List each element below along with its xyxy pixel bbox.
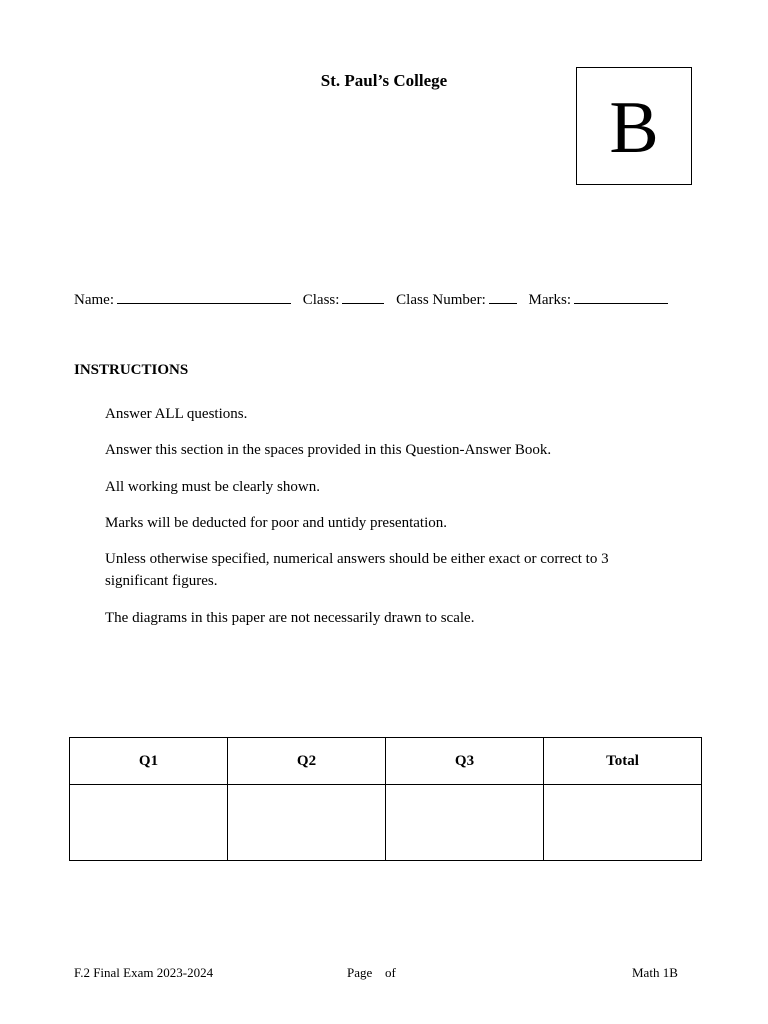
instructions-title: INSTRUCTIONS bbox=[74, 362, 189, 378]
marks-blank[interactable] bbox=[574, 290, 668, 304]
class-field[interactable] bbox=[303, 292, 388, 308]
header-q3: Q3 bbox=[386, 738, 544, 785]
marks-label: Marks: bbox=[528, 292, 571, 308]
college-title: St. Paul’s College bbox=[320, 71, 448, 90]
paper-label: B bbox=[609, 87, 659, 169]
score-cell-q2[interactable] bbox=[228, 785, 386, 861]
marks-table-score-row bbox=[70, 785, 702, 861]
marks-table-header-row bbox=[70, 738, 702, 785]
instruction-item: All working must be clearly shown. bbox=[105, 479, 320, 495]
class-number-field[interactable] bbox=[396, 292, 520, 308]
header-q1: Q1 bbox=[70, 738, 228, 785]
score-cell-q3[interactable] bbox=[386, 785, 544, 861]
footer-page-label: Page bbox=[347, 965, 373, 980]
footer-subject: Math 1B bbox=[632, 965, 678, 980]
name-field[interactable] bbox=[74, 292, 295, 308]
instruction-item: Answer this section in the spaces provided in this Question-Answer Book. bbox=[105, 442, 552, 458]
name-label: Name: bbox=[74, 292, 114, 308]
class-label: Class: bbox=[302, 292, 340, 308]
name-blank[interactable] bbox=[117, 290, 291, 304]
class-number-blank[interactable] bbox=[489, 290, 517, 304]
marks-table bbox=[69, 737, 702, 861]
instruction-item: Marks will be deducted for poor and untidy presentation. bbox=[105, 515, 447, 531]
score-cell-total[interactable] bbox=[544, 785, 702, 861]
header-q2: Q2 bbox=[228, 738, 386, 785]
footer-exam-title: F.2 Final Exam 2023-2024 bbox=[74, 965, 214, 980]
instruction-item: Unless otherwise specified, numerical answers should be either exact or correct to 3 significant figures. bbox=[105, 551, 609, 589]
instruction-item: Answer ALL questions. bbox=[105, 406, 248, 422]
score-cell-q1[interactable] bbox=[70, 785, 228, 861]
marks-field[interactable] bbox=[529, 292, 669, 308]
header-total: Total bbox=[544, 738, 702, 785]
class-number-label: Class Number: bbox=[396, 292, 486, 308]
instruction-item: The diagrams in this paper are not necessarily drawn to scale. bbox=[105, 610, 475, 626]
class-blank[interactable] bbox=[342, 290, 384, 304]
paper-label-box bbox=[576, 67, 692, 185]
student-info-row bbox=[74, 290, 676, 309]
footer-of-label: of bbox=[385, 965, 396, 980]
